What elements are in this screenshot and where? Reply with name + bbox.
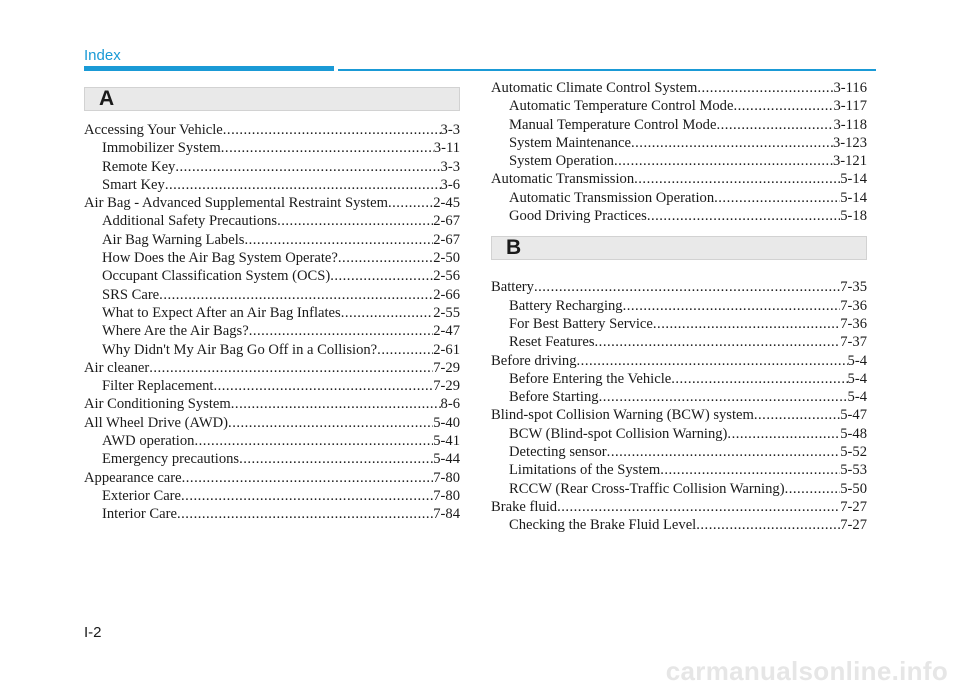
- entry-page: 3-123: [832, 134, 867, 151]
- dot-leader: [595, 333, 841, 351]
- dot-leader: [660, 461, 840, 479]
- dot-leader: [671, 370, 847, 388]
- section-letter: B: [506, 236, 522, 260]
- entry-text: All Wheel Drive (AWD): [84, 414, 229, 431]
- index-subentry: [84, 267, 460, 285]
- index-subentry: [491, 388, 867, 406]
- entry-text: System Operation: [509, 153, 614, 170]
- index-subentry: [491, 480, 867, 498]
- entry-page: 5-50: [840, 480, 867, 497]
- dot-leader: [341, 304, 434, 322]
- index-subentry: [84, 286, 460, 304]
- entry-page: 5-4: [847, 352, 867, 369]
- entry-page: 2-47: [433, 323, 460, 340]
- index-entry: [84, 359, 460, 377]
- entry-text: Checking the Brake Fluid Level: [509, 517, 697, 534]
- entry-text: BCW (Blind-spot Collision Warning): [509, 425, 728, 442]
- entry-page: 5-18: [840, 208, 867, 225]
- dot-leader: [338, 249, 433, 267]
- entry-text: Automatic Temperature Control Mode: [509, 98, 734, 115]
- dot-leader: [149, 359, 433, 377]
- index-column-left: [84, 121, 460, 524]
- index-entry: [491, 79, 867, 97]
- entry-text: Accessing Your Vehicle: [84, 122, 223, 138]
- index-subentry: [84, 322, 460, 340]
- entry-text: System Maintenance: [509, 134, 631, 151]
- entry-text: For Best Battery Service: [509, 315, 653, 332]
- entry-page: 7-27: [840, 517, 867, 534]
- entry-text: Blind-spot Collision Warning (BCW) system: [491, 407, 754, 424]
- entry-text: Smart Key: [102, 176, 165, 193]
- entry-page: 7-84: [433, 506, 460, 523]
- index-subentry: [491, 207, 867, 225]
- index-subentry: [84, 304, 460, 322]
- entry-page: 5-4: [847, 370, 867, 387]
- entry-page: 3-6: [440, 176, 460, 193]
- index-entry: [491, 278, 867, 296]
- dot-leader: [221, 139, 434, 157]
- entry-page: 2-56: [433, 268, 460, 285]
- entry-text: Limitations of the System: [509, 462, 661, 479]
- entry-text: Filter Replacement: [102, 378, 214, 395]
- entry-text: SRS Care: [102, 286, 160, 303]
- entry-page: 2-61: [433, 341, 460, 358]
- entry-page: 5-40: [433, 414, 460, 431]
- entry-page: 7-37: [840, 334, 867, 351]
- entry-page: 5-48: [840, 425, 867, 442]
- index-entry: [84, 121, 460, 139]
- entry-text: Remote Key: [102, 158, 176, 175]
- entry-text: Automatic Transmission Operation: [509, 189, 715, 206]
- entry-text: Air Bag Warning Labels: [102, 231, 245, 248]
- dot-leader: [244, 231, 433, 249]
- entry-page: 3-117: [833, 98, 867, 115]
- entry-page: 3-118: [833, 116, 867, 133]
- dot-leader: [714, 189, 840, 207]
- index-subentry: [491, 461, 867, 479]
- index-subentry: [491, 297, 867, 315]
- section-b-header: [491, 236, 867, 260]
- entry-page: 7-36: [840, 297, 867, 314]
- entry-page: 2-66: [433, 286, 460, 303]
- entry-text: Before Entering the Vehicle: [509, 370, 672, 387]
- entry-page: 3-3: [440, 158, 460, 175]
- dot-leader: [330, 267, 433, 285]
- entry-page: 7-35: [840, 279, 867, 296]
- entry-page: 5-44: [433, 451, 460, 468]
- dot-leader: [213, 377, 433, 395]
- header-rule-thin: [338, 69, 876, 71]
- index-subentry: [84, 377, 460, 395]
- entry-text: Why Didn't My Air Bag Go Off in a Collision?: [102, 341, 378, 358]
- entry-page: 5-4: [847, 389, 867, 406]
- index-subentry: [491, 443, 867, 461]
- entry-page: 7-36: [840, 315, 867, 332]
- dot-leader: [647, 207, 840, 225]
- entry-text: Battery Recharging: [509, 297, 623, 314]
- dot-leader: [607, 443, 841, 461]
- entry-text: Additional Safety Precautions: [102, 213, 278, 230]
- index-subentry: [84, 212, 460, 230]
- entry-text: Manual Temperature Control Mode: [509, 116, 717, 133]
- entry-page: 7-80: [433, 487, 460, 504]
- header-title: Index: [84, 47, 121, 64]
- entry-page: 5-53: [840, 462, 867, 479]
- index-entry: [84, 194, 460, 212]
- dot-leader: [785, 480, 841, 498]
- index-entry: [84, 414, 460, 432]
- index-subentry: [84, 487, 460, 505]
- index-subentry: [491, 333, 867, 351]
- section-a-header: [84, 87, 460, 123]
- dot-leader: [377, 341, 433, 359]
- entry-text: Emergency precautions: [102, 451, 240, 468]
- entry-page: 5-14: [840, 189, 867, 206]
- entry-page: 3-121: [832, 153, 867, 170]
- entry-page: 2-50: [433, 250, 460, 267]
- header-rule-thick: [84, 66, 334, 71]
- entry-page: 3-3: [440, 122, 460, 138]
- dot-leader: [239, 450, 433, 468]
- index-subentry: [491, 134, 867, 152]
- dot-leader: [249, 322, 434, 340]
- dot-leader: [177, 505, 433, 523]
- entry-text: Before driving: [491, 352, 577, 369]
- entry-text: Automatic Transmission: [491, 171, 635, 188]
- index-entry: [84, 395, 460, 413]
- entry-text: Air Bag - Advanced Supplemental Restraint System: [84, 195, 388, 212]
- index-subentry: [84, 158, 460, 176]
- entry-text: Immobilizer System: [102, 140, 221, 157]
- index-entry: [491, 498, 867, 516]
- entry-page: 5-52: [840, 444, 867, 461]
- index-subentry: [84, 341, 460, 359]
- dot-leader: [716, 116, 833, 134]
- watermark: carmanualsonline.info: [665, 656, 948, 686]
- entry-text: Air cleaner: [84, 359, 150, 376]
- dot-leader: [577, 352, 848, 370]
- dot-leader: [634, 170, 840, 188]
- index-entry: [491, 352, 867, 370]
- entry-page: 7-27: [840, 498, 867, 515]
- entry-page: 2-55: [433, 304, 460, 321]
- index-entry: [491, 406, 867, 424]
- dot-leader: [557, 498, 840, 516]
- index-entry: [84, 469, 460, 487]
- entry-page: 2-67: [433, 213, 460, 230]
- entry-page: 7-80: [433, 469, 460, 486]
- dot-leader: [165, 176, 441, 194]
- dot-leader: [697, 79, 833, 97]
- dot-leader: [727, 425, 840, 443]
- index-subentry: [84, 249, 460, 267]
- entry-text: How Does the Air Bag System Operate?: [102, 250, 338, 267]
- entry-page: 5-41: [433, 433, 460, 450]
- dot-leader: [223, 121, 441, 139]
- dot-leader: [194, 432, 433, 450]
- index-subentry: [84, 231, 460, 249]
- index-subentry: [491, 370, 867, 388]
- index-subentry: [491, 516, 867, 534]
- dot-leader: [534, 278, 840, 296]
- index-subentry: [84, 139, 460, 157]
- dot-leader: [631, 134, 833, 152]
- dot-leader: [733, 97, 833, 115]
- index-subentry: [491, 152, 867, 170]
- entry-text: Occupant Classification System (OCS): [102, 268, 331, 285]
- index-entry: [491, 170, 867, 188]
- entry-text: Exterior Care: [102, 487, 182, 504]
- entry-text: Detecting sensor: [509, 444, 607, 461]
- entry-text: Automatic Climate Control System: [491, 80, 698, 96]
- entry-page: 3-11: [433, 140, 460, 157]
- dot-leader: [277, 212, 433, 230]
- dot-leader: [228, 414, 433, 432]
- section-letter: A: [99, 87, 115, 110]
- entry-page: 3-116: [833, 80, 867, 96]
- index-subentry: [491, 425, 867, 443]
- entry-page: 2-45: [433, 195, 460, 212]
- page-number: I-2: [84, 624, 102, 641]
- entry-page: 7-29: [433, 359, 460, 376]
- index-column-right: [491, 79, 867, 535]
- index-subentry: [491, 116, 867, 134]
- dot-leader: [388, 194, 433, 212]
- entry-text: Battery: [491, 279, 534, 296]
- dot-leader: [159, 286, 433, 304]
- entry-text: Air Conditioning System: [84, 396, 231, 413]
- index-subentry: [491, 315, 867, 333]
- index-subentry: [84, 432, 460, 450]
- entry-text: Before Starting: [509, 389, 599, 406]
- dot-leader: [182, 469, 434, 487]
- entry-page: 8-6: [440, 396, 460, 413]
- dot-leader: [653, 315, 840, 333]
- index-subentry: [491, 97, 867, 115]
- entry-page: 7-29: [433, 378, 460, 395]
- index-subentry: [84, 505, 460, 523]
- index-subentry: [491, 189, 867, 207]
- entry-text: Reset Features: [509, 334, 595, 351]
- entry-text: AWD operation: [102, 433, 195, 450]
- dot-leader: [696, 516, 840, 534]
- index-subentry: [84, 176, 460, 194]
- dot-leader: [614, 152, 833, 170]
- entry-text: Interior Care: [102, 506, 177, 523]
- entry-page: 5-47: [840, 407, 867, 424]
- dot-leader: [181, 487, 433, 505]
- index-subentry: [84, 450, 460, 468]
- dot-leader: [754, 406, 840, 424]
- dot-leader: [599, 388, 848, 406]
- dot-leader: [623, 297, 841, 315]
- dot-leader: [175, 158, 440, 176]
- dot-leader: [231, 395, 441, 413]
- entry-text: Good Driving Practices: [509, 208, 647, 225]
- entry-text: RCCW (Rear Cross-Traffic Collision Warning): [509, 480, 785, 497]
- entry-page: 5-14: [840, 171, 867, 188]
- entry-text: Brake fluid: [491, 498, 558, 515]
- entry-text: What to Expect After an Air Bag Inflates: [102, 304, 341, 321]
- entry-text: Where Are the Air Bags?: [102, 323, 249, 340]
- entry-text: Appearance care: [84, 469, 182, 486]
- entry-page: 2-67: [433, 231, 460, 248]
